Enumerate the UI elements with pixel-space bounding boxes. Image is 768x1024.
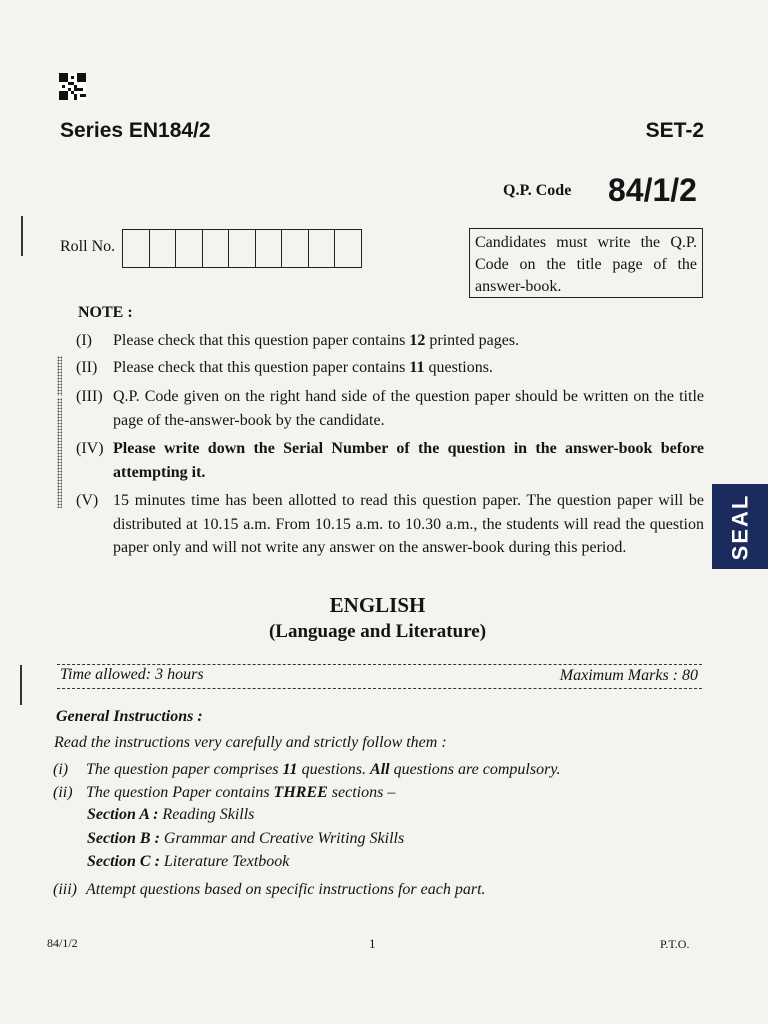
section-name: Reading Skills bbox=[158, 806, 255, 823]
instruction-text: questions. bbox=[297, 761, 371, 778]
roll-no-cell[interactable] bbox=[229, 230, 256, 267]
note-text: Please check that this question paper contains bbox=[113, 359, 410, 376]
side-perforation bbox=[57, 356, 62, 396]
instruction-item bbox=[53, 782, 395, 804]
note-bold: 12 bbox=[409, 332, 426, 349]
note-text: Q.P. Code given on the right hand side of the question paper should be written on the title page of the-answer-book by the candidate. bbox=[113, 388, 704, 429]
note-num: (V) bbox=[76, 492, 99, 509]
roll-no-cell[interactable] bbox=[203, 230, 230, 267]
instruction-num: (ii) bbox=[53, 784, 73, 801]
general-instructions-title: General Instructions : bbox=[56, 708, 203, 725]
qr-code-icon bbox=[59, 73, 86, 100]
divider bbox=[57, 688, 702, 689]
set-label: SET-2 bbox=[645, 119, 704, 142]
subject-title: ENGLISH bbox=[329, 593, 426, 617]
roll-no-cell[interactable] bbox=[335, 230, 362, 267]
footer-page-number: 1 bbox=[369, 936, 376, 951]
note-text: 15 minutes time has been allotted to read this question paper. The question paper will be distributed at 10.15 a.m. From 10.15 a.m. to 10.30 a.m., the students will read the question paper only and will not write any answer on the answer-book during this period. bbox=[113, 492, 704, 556]
section-item bbox=[87, 830, 404, 848]
note-text: Please write down the Serial Number of the question in the answer-book before attempting it. bbox=[113, 440, 704, 481]
general-instructions-intro: Read the instructions very carefully and strictly follow them : bbox=[54, 734, 447, 751]
instruction-bold: 11 bbox=[282, 761, 298, 778]
instruction-item bbox=[53, 879, 486, 901]
note-text: Please check that this question paper contains bbox=[113, 332, 410, 349]
note-item bbox=[76, 489, 704, 560]
note-text: questions. bbox=[424, 359, 493, 376]
seal-label: SEAL bbox=[727, 493, 752, 560]
note-num: (IV) bbox=[76, 440, 104, 457]
note-item bbox=[76, 385, 704, 432]
section-label: Section A : bbox=[87, 806, 159, 823]
roll-no-cell[interactable] bbox=[123, 230, 150, 267]
note-item bbox=[76, 329, 704, 353]
roll-no-label: Roll No. bbox=[60, 238, 116, 255]
side-perforation bbox=[57, 398, 62, 508]
note-num: (II) bbox=[76, 359, 98, 376]
edge-mark bbox=[20, 665, 22, 705]
section-name: Grammar and Creative Writing Skills bbox=[159, 830, 405, 847]
instruction-text: The question Paper contains bbox=[86, 784, 274, 801]
section-item bbox=[87, 853, 289, 871]
roll-no-cell[interactable] bbox=[309, 230, 336, 267]
maximum-marks: Maximum Marks : 80 bbox=[559, 667, 698, 684]
section-label: Section C : bbox=[87, 853, 160, 870]
section-item bbox=[87, 806, 254, 824]
section-label: Section B : bbox=[87, 830, 160, 847]
instruction-bold: THREE bbox=[273, 784, 328, 801]
roll-no-cell[interactable] bbox=[282, 230, 309, 267]
instruction-text: Attempt questions based on specific instructions for each part. bbox=[86, 881, 486, 898]
qp-code-value: 84/1/2 bbox=[608, 172, 697, 208]
note-item bbox=[76, 356, 704, 380]
qp-code-label: Q.P. Code bbox=[503, 182, 572, 199]
section-name: Literature Textbook bbox=[159, 853, 290, 870]
note-text: printed pages. bbox=[425, 332, 520, 349]
instruction-text: questions are compulsory. bbox=[389, 761, 561, 778]
instruction-text: sections – bbox=[327, 784, 396, 801]
footer-paper-code: 84/1/2 bbox=[47, 936, 78, 950]
seal-tab bbox=[712, 484, 768, 569]
instruction-bold: All bbox=[370, 761, 390, 778]
subject-subtitle: (Language and Literature) bbox=[268, 621, 487, 642]
roll-no-boxes[interactable] bbox=[122, 229, 362, 268]
note-num: (III) bbox=[76, 388, 103, 405]
roll-no-cell[interactable] bbox=[176, 230, 203, 267]
candidates-note-box: Candidates must write the Q.P. Code on the title page of the answer-book. bbox=[469, 228, 703, 298]
roll-no-cell[interactable] bbox=[150, 230, 177, 267]
note-title: NOTE : bbox=[78, 304, 133, 321]
instruction-text: The question paper comprises bbox=[86, 761, 283, 778]
time-allowed: Time allowed: 3 hours bbox=[60, 666, 204, 683]
roll-no-cell[interactable] bbox=[256, 230, 283, 267]
note-bold: 11 bbox=[409, 359, 425, 376]
series-label: Series EN184/2 bbox=[60, 119, 211, 142]
divider bbox=[57, 664, 702, 665]
note-item bbox=[76, 437, 704, 484]
edge-mark bbox=[21, 216, 23, 256]
instruction-num: (i) bbox=[53, 761, 69, 778]
instruction-num: (iii) bbox=[53, 881, 77, 898]
note-num: (I) bbox=[76, 332, 92, 349]
footer-pto: P.T.O. bbox=[660, 937, 690, 951]
instruction-item bbox=[53, 759, 561, 781]
